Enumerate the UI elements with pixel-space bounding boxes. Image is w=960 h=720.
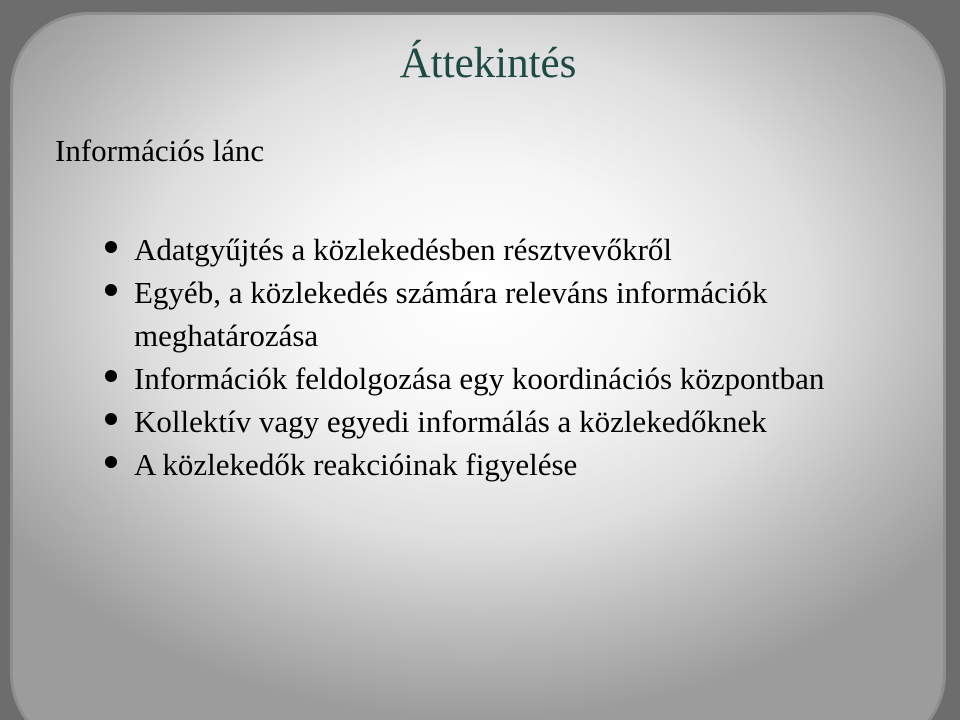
bullet-icon xyxy=(105,284,117,296)
bullet-icon xyxy=(105,413,117,425)
bullet-item xyxy=(134,357,924,400)
bullet-text: Információk feldolgozása egy koordinációs központban xyxy=(134,361,825,396)
bullet-item xyxy=(134,400,924,443)
slide-title: Áttekintés xyxy=(399,40,577,87)
bullet-list xyxy=(134,228,924,486)
slide-subtitle: Információs lánc xyxy=(55,133,265,168)
bullet-icon xyxy=(105,241,117,253)
bullet-text: Adatgyűjtés a közlekedésben résztvevőkről xyxy=(134,232,673,267)
bullet-item xyxy=(134,228,924,271)
bullet-item xyxy=(134,271,924,357)
bullet-icon xyxy=(105,370,117,382)
bullet-text: Kollektív vagy egyedi informálás a közlekedőknek xyxy=(134,404,767,439)
bullet-item xyxy=(134,443,924,486)
bullet-text: Egyéb, a közlekedés számára releváns információk meghatározása xyxy=(134,275,768,353)
bullet-icon xyxy=(105,456,117,468)
bullet-text: A közlekedők reakcióinak figyelése xyxy=(134,447,578,482)
